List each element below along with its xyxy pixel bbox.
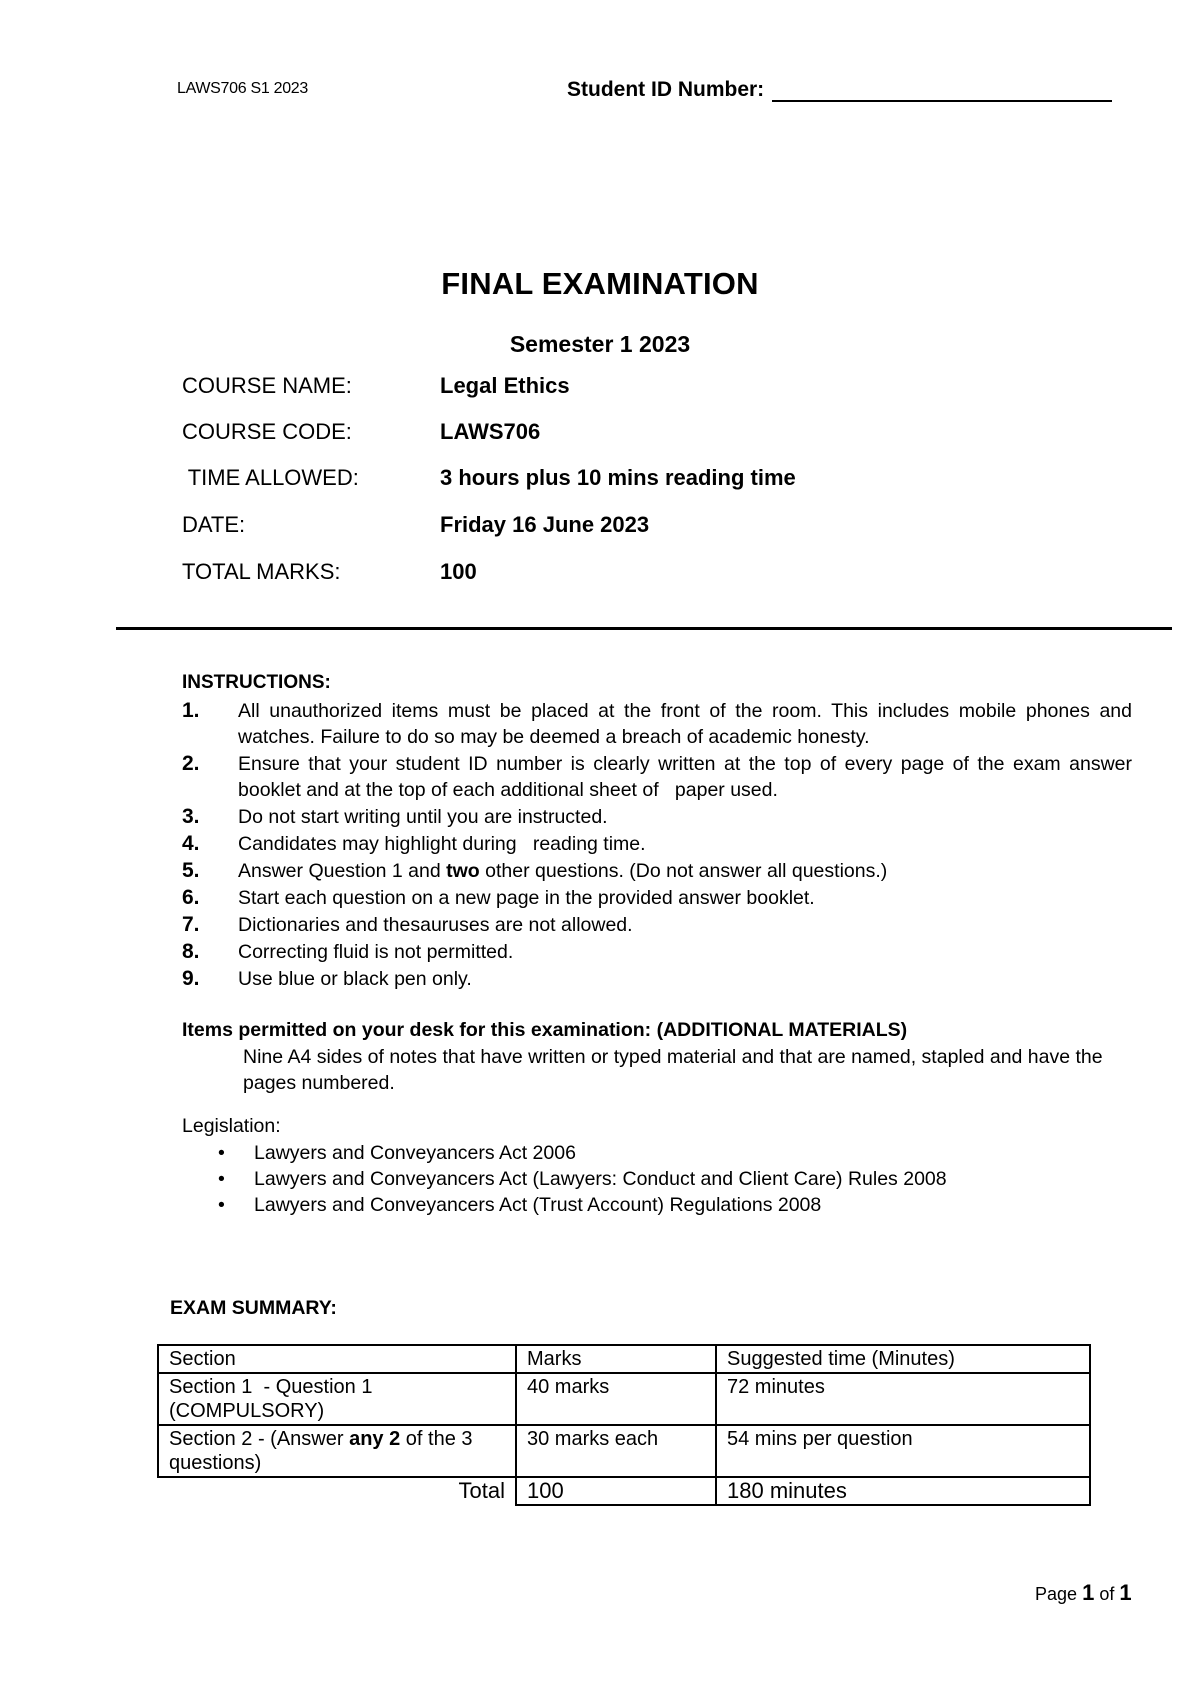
instruction-number: 4.	[182, 832, 200, 855]
instruction-text-post: other questions. (Do not answer all questions.)	[479, 860, 888, 882]
instruction-text: Ensure that your student ID number is clearly written at the top of every page of the exam answer booklet and at the top of each additional sheet of paper used.	[238, 753, 1138, 801]
instruction-number: 1.	[182, 699, 200, 722]
permitted-items-text: Nine A4 sides of notes that have written or typed material and that are named, stapled and have the pages numbered.	[243, 1046, 1103, 1094]
legislation-item	[218, 1166, 947, 1192]
table-cell-marks: 30 marks each	[516, 1425, 716, 1477]
course-reference: LAWS706 S1 2023	[177, 80, 309, 97]
legislation-text: Lawyers and Conveyancers Act 2006	[254, 1142, 576, 1164]
info-label: TIME ALLOWED:	[182, 465, 359, 490]
instruction-number: 3.	[182, 805, 200, 828]
column-header: Suggested time (Minutes)	[716, 1345, 1090, 1373]
exam-summary-table	[157, 1344, 1091, 1506]
instructions-heading: INSTRUCTIONS:	[182, 672, 331, 693]
table-cell-section	[158, 1425, 516, 1477]
instruction-item	[182, 885, 1132, 911]
bullet-icon: •	[218, 1194, 225, 1216]
instruction-number: 9.	[182, 967, 200, 990]
instruction-item	[182, 858, 1132, 884]
legislation-heading: Legislation:	[182, 1115, 281, 1137]
instruction-number: 7.	[182, 913, 200, 936]
instruction-text: Dictionaries and thesauruses are not allowed.	[238, 914, 633, 936]
info-value: 3 hours plus 10 mins reading time	[440, 465, 796, 490]
info-label: COURSE CODE:	[182, 419, 352, 444]
table-cell-time: 72 minutes	[716, 1373, 1090, 1425]
instruction-text	[238, 858, 1132, 884]
section-text-pre: Section 2 - (Answer	[169, 1428, 350, 1450]
student-id-blank-line	[772, 82, 1112, 102]
info-label: TOTAL MARKS:	[182, 559, 341, 584]
student-id-field	[567, 78, 1112, 102]
info-row-course-code	[182, 419, 540, 445]
total-marks: 100	[516, 1477, 716, 1505]
info-value: LAWS706	[440, 419, 541, 444]
instruction-text: All unauthorized items must be placed at the front of the room. This includes mobile phones and watches. Failure to do so may be deemed a breach of academic honesty.	[238, 700, 1132, 748]
info-value: 100	[440, 559, 477, 584]
total-label: Total	[458, 1478, 505, 1503]
horizontal-divider	[116, 627, 1172, 630]
section-emphasis: any 2	[349, 1428, 401, 1450]
table-row	[158, 1425, 1090, 1477]
instruction-item	[182, 966, 1132, 992]
semester-label: Semester 1 2023	[509, 331, 691, 357]
legislation-text: Lawyers and Conveyancers Act (Lawyers: Conduct and Client Care) Rules 2008	[254, 1168, 947, 1190]
table-header-row	[158, 1345, 1090, 1373]
instruction-number: 5.	[182, 859, 200, 882]
legislation-item	[218, 1140, 947, 1166]
info-value: Legal Ethics	[440, 373, 570, 398]
instructions-list	[182, 698, 1138, 993]
instruction-text-pre: Answer Question 1 and	[238, 860, 447, 882]
table-cell-section: Section 1 - Question 1 (COMPULSORY)	[158, 1373, 516, 1425]
table-total-row	[158, 1477, 1090, 1505]
table-row	[158, 1373, 1090, 1425]
legislation-list	[218, 1140, 947, 1218]
info-label: COURSE NAME:	[182, 373, 352, 398]
section-text-post: of the 3 questions)	[169, 1428, 479, 1474]
info-row-total-marks	[182, 559, 477, 585]
page-number	[1035, 1580, 1132, 1606]
column-header: Section	[158, 1345, 516, 1373]
info-row-date	[182, 512, 649, 538]
page-word: Page	[1035, 1584, 1078, 1604]
instruction-number: 6.	[182, 886, 200, 909]
permitted-items-heading: Items permitted on your desk for this examination: (ADDITIONAL MATERIALS)	[182, 1019, 908, 1041]
instruction-text: Correcting fluid is not permitted.	[238, 941, 514, 963]
info-row-time-allowed	[182, 465, 796, 491]
instruction-item	[182, 939, 1132, 965]
instruction-number: 8.	[182, 940, 200, 963]
instruction-text: Start each question on a new page in the provided answer booklet.	[238, 887, 815, 909]
instruction-item	[182, 698, 1132, 750]
instruction-item	[182, 751, 1138, 803]
instruction-number: 2.	[182, 752, 200, 775]
instruction-text: Use blue or black pen only.	[238, 968, 472, 990]
student-id-label: Student ID Number:	[567, 78, 765, 101]
bullet-icon: •	[218, 1168, 225, 1190]
page-current: 1	[1082, 1580, 1095, 1605]
page-total: 1	[1119, 1580, 1132, 1605]
instruction-item	[182, 831, 1132, 857]
info-value: Friday 16 June 2023	[440, 512, 650, 537]
exam-summary-heading: EXAM SUMMARY:	[170, 1297, 337, 1319]
instruction-emphasis: two	[446, 860, 480, 882]
total-time: 180 minutes	[716, 1477, 1090, 1505]
info-label: DATE:	[182, 512, 246, 537]
table-cell-marks: 40 marks	[516, 1373, 716, 1425]
legislation-item	[218, 1192, 947, 1218]
table-cell-time: 54 mins per question	[716, 1425, 1090, 1477]
instruction-text: Candidates may highlight during reading time.	[238, 833, 646, 855]
info-row-course-name	[182, 373, 570, 399]
of-word: of	[1099, 1584, 1115, 1604]
instruction-text: Do not start writing until you are instructed.	[238, 806, 608, 828]
column-header: Marks	[516, 1345, 716, 1373]
exam-title: FINAL EXAMINATION	[441, 266, 759, 301]
legislation-text: Lawyers and Conveyancers Act (Trust Account) Regulations 2008	[254, 1194, 822, 1216]
instruction-item	[182, 912, 1132, 938]
instruction-item	[182, 804, 1132, 830]
bullet-icon: •	[218, 1142, 225, 1164]
